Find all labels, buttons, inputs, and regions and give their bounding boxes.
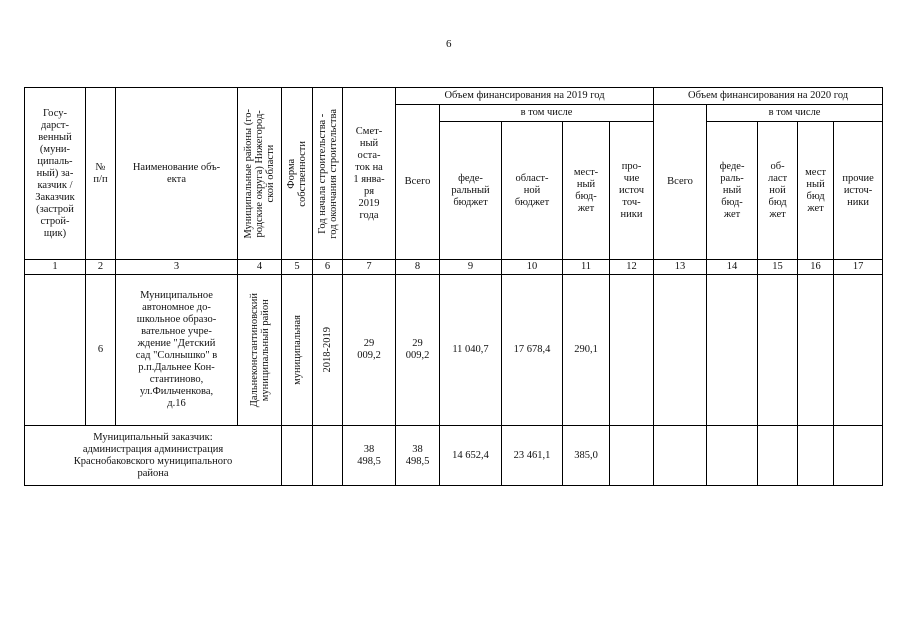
header-federal-2019: феде- ральный бюджет [440, 122, 502, 260]
summary-total-2020 [654, 426, 707, 486]
column-number: 3 [116, 260, 238, 275]
column-number: 8 [396, 260, 440, 275]
row-total: 29 009,2 [396, 275, 440, 426]
table-row [25, 275, 883, 426]
row-customer [25, 275, 86, 426]
summary-row [25, 426, 883, 486]
header-years-cell [313, 88, 343, 260]
header-municipal-districts-cell [238, 88, 282, 260]
summary-other [610, 426, 654, 486]
row-total-2020 [654, 275, 707, 426]
header-funding-2020: Объем финансирования на 2020 год [654, 88, 883, 105]
header-including-2020: в том числе [707, 105, 883, 122]
row-estimate-balance: 29 009,2 [343, 275, 396, 426]
summary-local-2020 [798, 426, 834, 486]
column-number: 2 [86, 260, 116, 275]
column-number: 15 [758, 260, 798, 275]
header-estimate-balance: Смет- ный оста- ток на 1 янва- ря 2019 года [343, 88, 396, 260]
header-customer: Госу- дарст- венный (муни- ципаль- ный) за- казчик / Заказчик (застрой строй- щик) [25, 88, 86, 260]
header-other-2019: про- чие источ точ- ники [610, 122, 654, 260]
header-ownership: Форма собственности [286, 140, 308, 207]
header-ownership-cell [282, 88, 313, 260]
header-regional-2019: област- ной бюджет [502, 122, 563, 260]
page-number: 6 [446, 38, 452, 50]
header-funding-2019: Объем финансирования на 2019 год [396, 88, 654, 105]
column-number: 5 [282, 260, 313, 275]
row-local: 290,1 [563, 275, 610, 426]
row-years: 2018-2019 [322, 327, 333, 373]
row-ownership: муниципальная [291, 315, 303, 385]
summary-regional: 23 461,1 [502, 426, 563, 486]
row-district-cell [238, 275, 282, 426]
row-local-2020 [798, 275, 834, 426]
summary-federal: 14 652,4 [440, 426, 502, 486]
summary-regional-2020 [758, 426, 798, 486]
column-number: 7 [343, 260, 396, 275]
header-regional-2020: об- ласт ной бюд жет [758, 122, 798, 260]
summary-total: 38 498,5 [396, 426, 440, 486]
summary-label: Муниципальный заказчик: администрация администрация Краснобаковского муниципального района [25, 426, 282, 486]
header-num: № п/п [86, 88, 116, 260]
column-number: 4 [238, 260, 282, 275]
header-local-2020: мест ный бюд жет [798, 122, 834, 260]
column-number: 10 [502, 260, 563, 275]
header-municipal-districts: Муниципальные районы (го- родские округа) Нижегород- ской области [243, 108, 276, 239]
header-total-2020: Всего [654, 105, 707, 260]
row-district: Дальнеконстантиновский муниципальный район [248, 292, 271, 408]
column-number: 12 [610, 260, 654, 275]
column-number: 11 [563, 260, 610, 275]
column-number: 16 [798, 260, 834, 275]
header-years: Год начала строительства - год окончания строительства [316, 108, 339, 239]
row-num: 6 [86, 275, 116, 426]
summary-local: 385,0 [563, 426, 610, 486]
column-number: 14 [707, 260, 758, 275]
summary-federal-2020 [707, 426, 758, 486]
summary-estimate-balance: 38 498,5 [343, 426, 396, 486]
column-number: 6 [313, 260, 343, 275]
row-other-2020 [834, 275, 883, 426]
header-federal-2020: феде- раль- ный бюд- жет [707, 122, 758, 260]
row-federal: 11 040,7 [440, 275, 502, 426]
summary-ownership [282, 426, 313, 486]
financing-table [24, 87, 883, 486]
column-number: 13 [654, 260, 707, 275]
column-number: 9 [440, 260, 502, 275]
summary-years [313, 426, 343, 486]
header-other-2020: прочие источ- ники [834, 122, 883, 260]
row-regional: 17 678,4 [502, 275, 563, 426]
row-object-name: Муниципальное автономное до- школьное образо- вательное учре- ждение "Детский сад "Солнышко" в р.п.Дальнее Кон- стантиново, ул.Фильченкова, д.16 [116, 275, 238, 426]
header-total-2019: Всего [396, 105, 440, 260]
row-federal-2020 [707, 275, 758, 426]
header-local-2019: мест- ный бюд- жет [563, 122, 610, 260]
row-years-cell [313, 275, 343, 426]
header-including-2019: в том числе [440, 105, 654, 122]
row-ownership-cell [282, 275, 313, 426]
column-number: 17 [834, 260, 883, 275]
header-object-name: Наименование объ- екта [116, 88, 238, 260]
row-regional-2020 [758, 275, 798, 426]
column-numbers-row [25, 260, 883, 275]
summary-other-2020 [834, 426, 883, 486]
column-number: 1 [25, 260, 86, 275]
row-other [610, 275, 654, 426]
